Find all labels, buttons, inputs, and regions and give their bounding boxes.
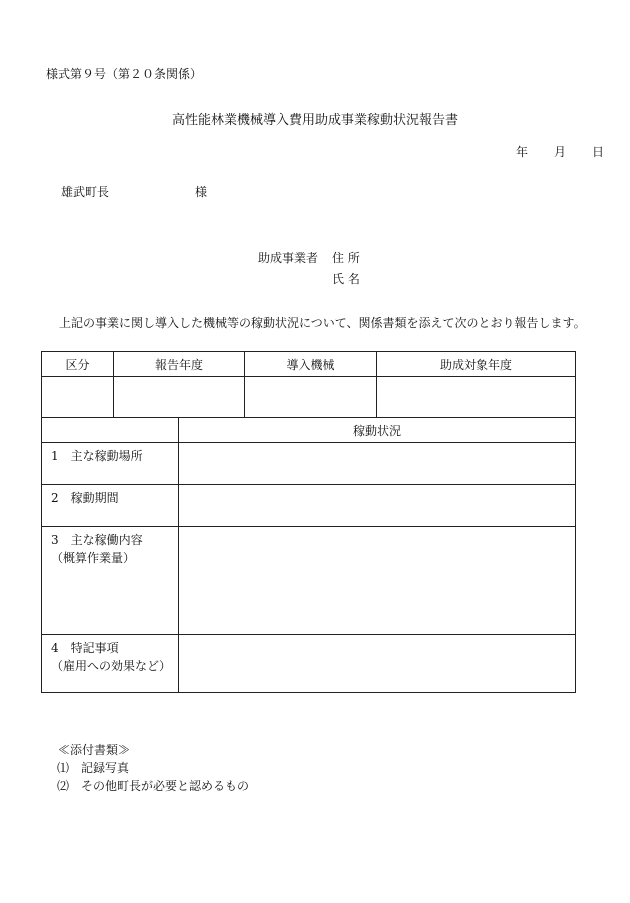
attachment-num: ⑵ <box>57 779 70 793</box>
status-table <box>41 417 576 693</box>
form-number: 様式第９号（第２０条関係） <box>46 67 203 81</box>
cell-report-year <box>114 377 245 418</box>
header-report-year: 報告年度 <box>114 352 245 377</box>
header-machine: 導入機械 <box>245 352 377 377</box>
date-month: 月 <box>554 145 567 159</box>
status-row-text: 3 主な稼働内容 <box>51 533 143 547</box>
reporter-label: 助成事業者 <box>258 251 319 265</box>
attachment-item-1 <box>57 759 129 776</box>
status-row-text: 4 特記事項 <box>51 641 119 655</box>
status-row-text: 1 主な稼動場所 <box>51 449 143 463</box>
attachment-item-2 <box>57 777 249 794</box>
cell-category <box>42 377 114 418</box>
header-category: 区分 <box>42 352 114 377</box>
status-row-value-2 <box>179 485 576 527</box>
status-row-label-1 <box>42 443 179 485</box>
attachment-num: ⑴ <box>57 761 70 775</box>
summary-table <box>41 351 576 418</box>
header-subsidy-year: 助成対象年度 <box>377 352 576 377</box>
status-row-value-4 <box>179 635 576 693</box>
status-row-value-3 <box>179 527 576 635</box>
status-row-text: 2 稼動期間 <box>51 491 119 505</box>
date-line <box>516 143 604 160</box>
status-row-subtext: （概算作業量） <box>51 551 136 565</box>
status-row-label-3 <box>42 527 179 635</box>
page-title: 高性能林業機械導入費用助成事業稼動状況報告書 <box>171 113 458 128</box>
status-row-label-4 <box>42 635 179 693</box>
body-text: 上記の事業に関し導入した機械等の稼動状況について、関係書類を添えて次のとおり報告します。 <box>59 316 586 330</box>
addressee-name: 雄武町長 <box>61 185 110 199</box>
status-header: 稼動状況 <box>179 418 576 443</box>
addressee-honorific: 様 <box>195 185 208 199</box>
attachment-text: 記録写真 <box>81 761 130 775</box>
cell-subsidy-year <box>377 377 576 418</box>
status-row-subtext: （雇用への効果など） <box>51 659 172 673</box>
reporter-name-label: 氏 名 <box>332 272 360 286</box>
status-row-label-2 <box>42 485 179 527</box>
date-year: 年 <box>516 145 529 159</box>
status-row-value-1 <box>179 443 576 485</box>
status-header-blank <box>42 418 179 443</box>
cell-machine <box>245 377 377 418</box>
attachments-heading: ≪添付書類≫ <box>58 743 131 757</box>
date-day: 日 <box>592 145 605 159</box>
reporter-address-label: 住 所 <box>332 251 360 265</box>
attachment-text: その他町長が必要と認めるもの <box>81 779 250 793</box>
